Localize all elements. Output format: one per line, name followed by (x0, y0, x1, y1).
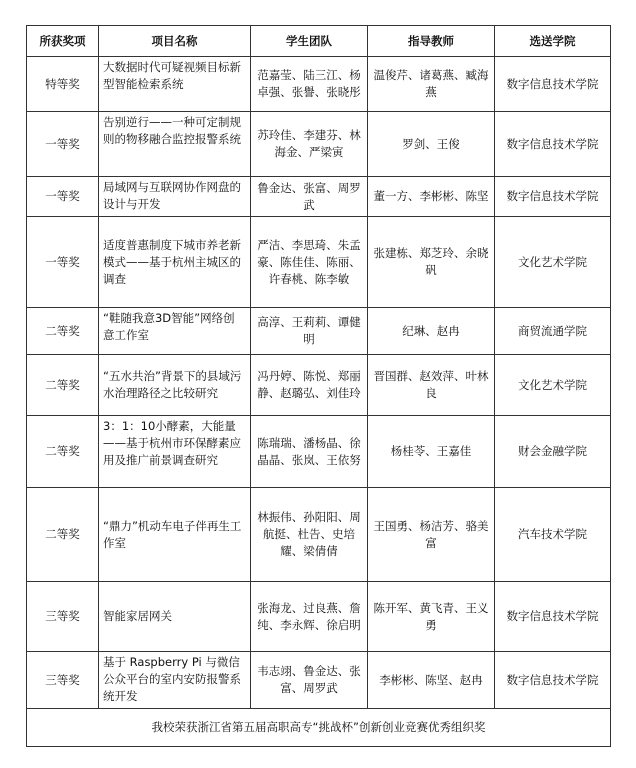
project-cell: 告别逆行——一种可定制规则的物移融合监控报警系统 (99, 112, 251, 177)
header-teacher: 指导教师 (368, 26, 495, 57)
table-row (27, 652, 611, 709)
teacher-cell: 李彬彬、陈坚、赵冉 (368, 652, 495, 709)
footer-note: 我校荣获浙江省第五届高职高专“挑战杯”创新创业竞赛优秀组织奖 (27, 709, 611, 747)
award-cell: 二等奖 (27, 308, 99, 355)
teacher-cell: 陈开军、黄飞青、王义勇 (368, 582, 495, 652)
project-cell: 基于 Raspberry Pi 与微信公众平台的室内安防报警系统开发 (99, 652, 251, 709)
teacher-cell: 杨桂苓、王嘉佳 (368, 416, 495, 488)
college-cell: 财会金融学院 (495, 416, 611, 488)
project-cell: “鼎力”机动车电子伴再生工作室 (99, 488, 251, 582)
award-cell: 一等奖 (27, 112, 99, 177)
college-cell: 汽车技术学院 (495, 488, 611, 582)
project-cell: “鞋随我意3D智能”网络创意工作室 (99, 308, 251, 355)
team-cell: 韦志翊、鲁金达、张富、周罗武 (251, 652, 368, 709)
teacher-cell: 罗剑、王俊 (368, 112, 495, 177)
table-row (27, 217, 611, 308)
team-cell: 陈瑞瑞、潘杨晶、徐晶晶、张岚、王依努 (251, 416, 368, 488)
college-cell: 数字信息技术学院 (495, 57, 611, 112)
award-cell: 二等奖 (27, 416, 99, 488)
college-cell: 数字信息技术学院 (495, 177, 611, 217)
table-row (27, 57, 611, 112)
award-cell: 一等奖 (27, 177, 99, 217)
table-header-row (27, 26, 611, 57)
project-cell: 智能家居网关 (99, 582, 251, 652)
team-cell: 张海龙、过良燕、詹纯、李永辉、徐启明 (251, 582, 368, 652)
college-cell: 商贸流通学院 (495, 308, 611, 355)
team-cell: 范嘉莹、陆三江、杨卓强、张譽、张晓彤 (251, 57, 368, 112)
header-team: 学生团队 (251, 26, 368, 57)
college-cell: 文化艺术学院 (495, 217, 611, 308)
project-cell: “五水共治”背景下的县域污水治理路径之比较研究 (99, 355, 251, 416)
team-cell: 冯丹婷、陈悦、郑丽静、赵璐弘、刘佳玲 (251, 355, 368, 416)
header-award: 所获奖项 (27, 26, 99, 57)
college-cell: 数字信息技术学院 (495, 112, 611, 177)
team-cell: 林振伟、孙阳阳、周航挺、杜告、史培耀、梁倩倩 (251, 488, 368, 582)
table-row (27, 177, 611, 217)
table-row (27, 112, 611, 177)
team-cell: 苏玲佳、李建芬、林海金、严梁寅 (251, 112, 368, 177)
award-cell: 三等奖 (27, 652, 99, 709)
table-row (27, 355, 611, 416)
teacher-cell: 王国勇、杨洁芳、骆美富 (368, 488, 495, 582)
award-cell: 特等奖 (27, 57, 99, 112)
table-row (27, 416, 611, 488)
table-row (27, 488, 611, 582)
college-cell: 数字信息技术学院 (495, 652, 611, 709)
teacher-cell: 董一方、李彬彬、陈坚 (368, 177, 495, 217)
table-footer-row (27, 709, 611, 747)
award-cell: 二等奖 (27, 355, 99, 416)
award-cell: 一等奖 (27, 217, 99, 308)
award-cell: 三等奖 (27, 582, 99, 652)
college-cell: 数字信息技术学院 (495, 582, 611, 652)
teacher-cell: 张建栋、郑芝玲、余晓矾 (368, 217, 495, 308)
project-cell: 局域网与互联网协作网盘的设计与开发 (99, 177, 251, 217)
header-project: 项目名称 (99, 26, 251, 57)
table-row (27, 308, 611, 355)
team-cell: 鲁金达、张富、周罗武 (251, 177, 368, 217)
teacher-cell: 晋国群、赵效萍、叶林良 (368, 355, 495, 416)
project-cell: 3：1：10小酵素，大能量——基于杭州市环保酵素应用及推广前景调查研究 (99, 416, 251, 488)
awards-table (26, 25, 611, 747)
table-row (27, 582, 611, 652)
team-cell: 严洁、李思琦、朱孟豪、陈佳佳、陈丽、许春桃、陈李敏 (251, 217, 368, 308)
project-cell: 大数据时代可疑视频目标新型智能检索系统 (99, 57, 251, 112)
team-cell: 高淳、王莉莉、谭健明 (251, 308, 368, 355)
teacher-cell: 纪琳、赵冉 (368, 308, 495, 355)
college-cell: 文化艺术学院 (495, 355, 611, 416)
teacher-cell: 温俊芹、诸葛燕、臧海燕 (368, 57, 495, 112)
award-cell: 二等奖 (27, 488, 99, 582)
project-cell: 适度普惠制度下城市养老新模式——基于杭州主城区的调查 (99, 217, 251, 308)
header-college: 选送学院 (495, 26, 611, 57)
